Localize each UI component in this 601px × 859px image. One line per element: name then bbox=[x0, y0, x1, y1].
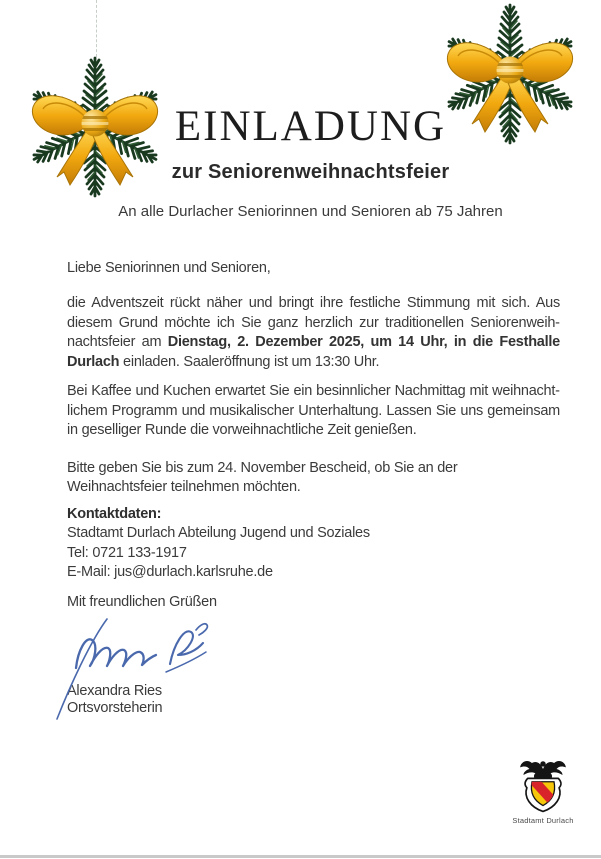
salutation: Liebe Seniorinnen und Senioren, bbox=[67, 259, 271, 276]
contact-phone: Tel: 0721 133-1917 bbox=[67, 544, 187, 561]
addressee-line: An alle Durlacher Seniorinnen und Senioren ab 75 Jahren bbox=[118, 203, 503, 220]
paragraph-event-text-after: einladen. Saaleröffnung ist um 13:30 Uhr. bbox=[119, 353, 380, 370]
letter-subtitle: zur Seniorenweihnachtsfeier bbox=[171, 161, 450, 183]
letter-title: EINLADUNG bbox=[174, 103, 447, 150]
christmas-ornament-left bbox=[10, 39, 180, 209]
contact-organization: Stadtamt Durlach Abteilung Jugend und Soziales bbox=[67, 525, 370, 541]
contact-email: E-Mail: jus@durlach.karlsruhe.de bbox=[67, 564, 273, 580]
logo-caption: Stadtamt Durlach bbox=[512, 816, 574, 825]
paragraph-event-text-before: die Adventszeit rückt näher und bringt ihre festliche Stimmung mit sich. Aus diesem Grund möchte ich Sie ganz herzlich zur traditionellen Seniorenweihnachtsfeier am bbox=[67, 295, 560, 350]
closing-line: Mit freundlichen Grüßen bbox=[67, 593, 217, 610]
durlach-crest-icon bbox=[512, 758, 574, 814]
page-bottom-edge bbox=[0, 855, 601, 858]
paragraph-rsvp: Bitte geben Sie bis zum 24. November Bescheid, ob Sie an der Weihnachtsfeier teilnehmen möchten. bbox=[67, 459, 458, 495]
contact-heading: Kontaktdaten: bbox=[67, 505, 162, 522]
christmas-ornament-right bbox=[425, 0, 595, 156]
signer-name: Alexandra Ries bbox=[67, 683, 162, 699]
paragraph-program: Bei Kaffee und Kuchen erwartet Sie ein besinnlicher Nachmittag mit weihnachtlichem Programm und musikalischer Unterhaltung. Lassen Sie uns gemeinsam in geselliger Runde die vorweihnachtliche Zeit genießen. bbox=[67, 383, 560, 438]
signer-title: Ortsvorsteherin bbox=[67, 699, 163, 716]
stadtamt-durlach-logo bbox=[508, 758, 578, 825]
contact-block bbox=[67, 505, 560, 583]
paragraph-event bbox=[67, 294, 560, 372]
event-date-details: Dienstag, 2. Dezember 2025, um 14 Uhr, in die Festhalle Durlach bbox=[67, 334, 560, 370]
handwritten-signature bbox=[50, 606, 225, 726]
